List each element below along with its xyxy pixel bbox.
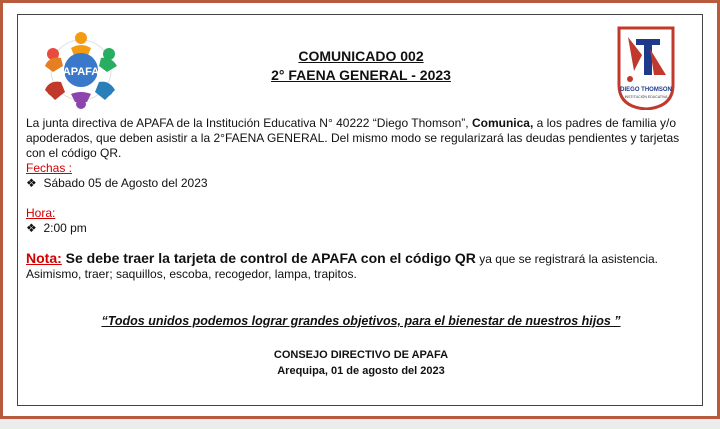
fechas-heading: Fechas : bbox=[26, 161, 73, 175]
diamond-bullet-icon: ❖ bbox=[26, 176, 37, 190]
intro-part1: La junta directiva de APAFA de la Institución Educativa N° 40222 “Diego Thomson”, bbox=[26, 116, 472, 130]
hora-item-text: 2:00 pm bbox=[43, 221, 87, 235]
signature-date: Arequipa, 01 de agosto del 2023 bbox=[277, 365, 445, 377]
fechas-item bbox=[26, 176, 698, 191]
bottom-band bbox=[0, 416, 720, 429]
nota-heading: Nota: bbox=[26, 250, 62, 266]
diamond-bullet-icon: ❖ bbox=[26, 221, 37, 235]
crest-name-text: DIEGO THOMSON bbox=[620, 87, 672, 93]
nota-bold-text: Se debe traer la tarjeta de control de APAFA con el código QR bbox=[61, 250, 476, 266]
body-text bbox=[26, 116, 698, 282]
title-block bbox=[18, 47, 704, 85]
intro-part2: a los padres de familia y/o apoderados, que deben asistir a la 2°FAENA GENERAL. Del mismo modo se regularizará las deudas pendientes y tarjetas con el código QR. bbox=[26, 116, 680, 160]
motto-quote: “Todos unidos podemos lograr grandes objetivos, para el bienestar de nuestros hijos ” bbox=[101, 314, 621, 328]
apafa-logo-text: APAFA bbox=[62, 66, 100, 78]
intro-paragraph bbox=[26, 116, 698, 161]
intro-bold: Comunica, bbox=[471, 116, 534, 130]
nota-paragraph bbox=[26, 251, 698, 282]
fechas-item-text: Sábado 05 de Agosto del 2023 bbox=[43, 176, 208, 190]
crest-subtext: INSTITUCIÓN EDUCATIVA bbox=[624, 95, 668, 99]
signature-block bbox=[18, 347, 704, 379]
nota-rest-text: ya que se registrará la asistencia. Asimismo, traer; saquillos, escoba, recogedor, lampa, trapitos. bbox=[26, 252, 659, 281]
signature-council: CONSEJO DIRECTIVO DE APAFA bbox=[273, 349, 449, 361]
hora-heading: Hora: bbox=[26, 206, 56, 220]
page-subtitle: 2° FAENA GENERAL - 2023 bbox=[271, 67, 451, 83]
hora-item bbox=[26, 221, 698, 236]
page-title: COMUNICADO 002 bbox=[298, 48, 424, 64]
document-card bbox=[17, 14, 703, 406]
